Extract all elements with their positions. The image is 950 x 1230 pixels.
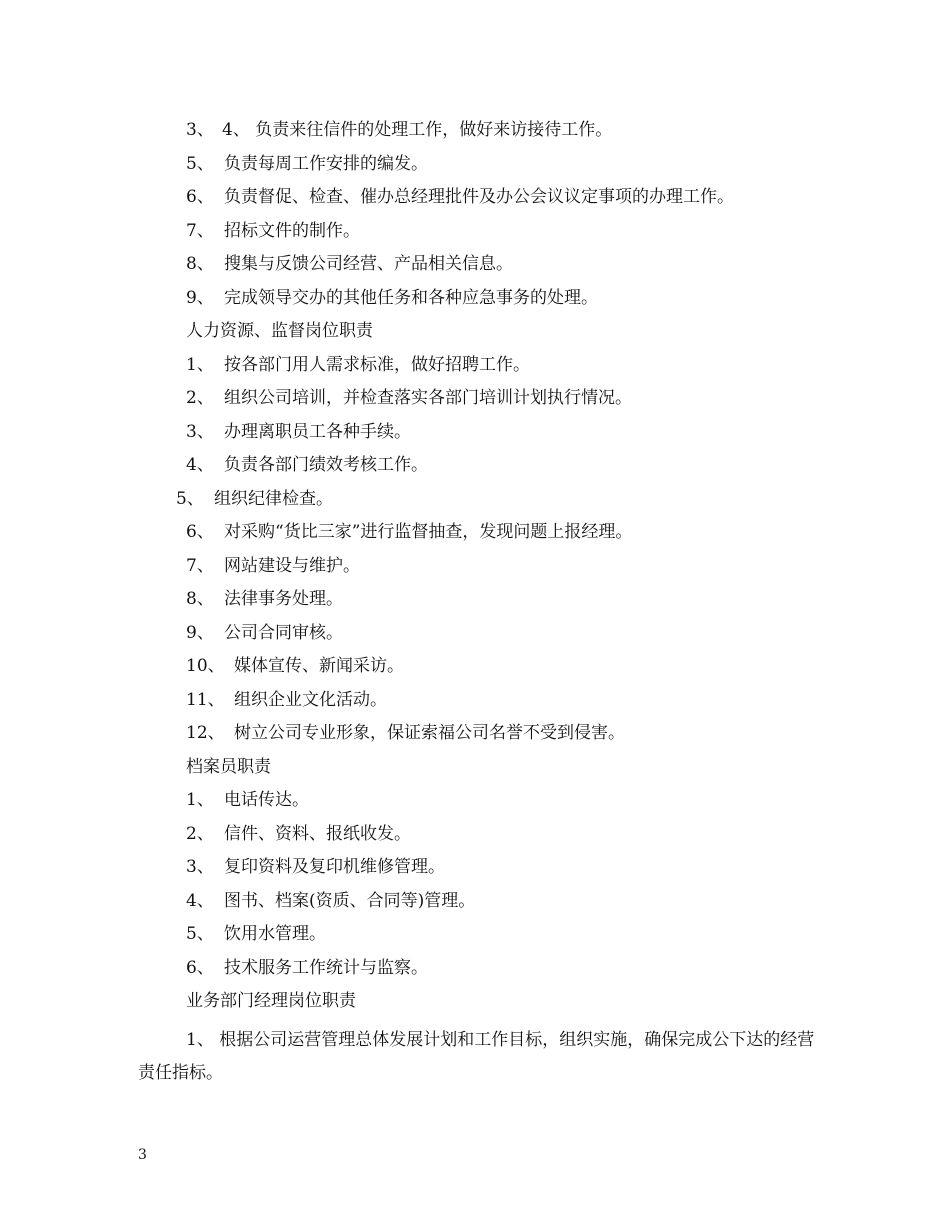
- list-item-text: 法律事务处理。: [224, 589, 343, 609]
- list-item-text: 信件、资料、报纸收发。: [224, 823, 411, 844]
- final-paragraph: 1、 根据公司运营管理总体发展计划和工作目标，组织实施，确保完成公下达的经营责任指标。: [138, 1030, 815, 1083]
- section-heading-text: 档案员职责: [186, 756, 271, 777]
- list-item-text: 组织企业文化活动。: [234, 689, 387, 710]
- list-item-number: 7、: [186, 555, 214, 576]
- list-item-text: 媒体宣传、新闻采访。: [234, 656, 404, 676]
- list-item-text: 完成领导交办的其他任务和各种应急事务的处理。: [224, 287, 598, 308]
- list-item-text: 按各部门用人需求标准，做好招聘工作。: [224, 354, 530, 375]
- list-item-text: 办理离职员工各种手续。: [224, 421, 411, 442]
- list-item-text: 组织公司培训，并检查落实各部门培训计划执行情况。: [224, 388, 632, 408]
- list-item-number: 3、: [186, 857, 214, 877]
- list-item-number: 5、: [176, 488, 204, 509]
- list-item-number: 6、: [186, 522, 214, 542]
- list-item-number: 4、: [186, 455, 214, 475]
- list-item-text: 电话传达。: [224, 790, 309, 810]
- list-item-number: 8、: [186, 589, 214, 609]
- list-item-number: 6、: [186, 187, 214, 207]
- list-item-text: 搜集与反馈公司经营、产品相关信息。: [224, 254, 513, 274]
- list-item-text: 图书、档案(资质、合同等)管理。: [224, 890, 476, 911]
- list-item-number: 2、: [186, 823, 214, 844]
- list-item-text: 复印资料及复印机维修管理。: [224, 857, 445, 877]
- list-item-number: 10、: [186, 656, 225, 676]
- list-item-number: 2、: [186, 388, 214, 408]
- section-heading-text: 人力资源、监督岗位职责: [186, 321, 373, 341]
- list-item-text: 招标文件的制作。: [224, 220, 360, 241]
- list-item-number: 1、: [186, 790, 214, 810]
- list-item-number: 11、: [186, 689, 225, 710]
- list-item-text: 饮用水管理。: [224, 924, 326, 944]
- list-item-number: 6、: [186, 957, 214, 978]
- list-item-text: 技术服务工作统计与监察。: [224, 957, 428, 978]
- list-item-text: 负责每周工作安排的编发。: [224, 153, 428, 174]
- section-heading-text: 业务部门经理岗位职责: [186, 991, 356, 1011]
- list-item-number: 5、: [186, 153, 214, 174]
- page-number: 3: [138, 1147, 147, 1163]
- list-item-number: 7、: [186, 220, 214, 241]
- list-item-text: 组织纪律检查。: [214, 488, 333, 509]
- list-item-number: 5、: [186, 924, 214, 944]
- list-item-number: 4、: [186, 890, 214, 911]
- list-item-number: 8、: [186, 254, 214, 274]
- list-item-number: 9、: [186, 622, 214, 643]
- list-item-text: 4、 负责来往信件的处理工作，做好来访接待工作。: [222, 120, 613, 140]
- list-item-number: 3、: [186, 421, 214, 442]
- list-item-number: 9、: [186, 287, 214, 308]
- list-item-text: 树立公司专业形象，保证索福公司名誉不受到侵害。: [234, 723, 625, 743]
- list-item-text: 公司合同审核。: [224, 622, 343, 643]
- list-item-number: 3、: [186, 120, 214, 140]
- list-item-text: 负责各部门绩效考核工作。: [224, 455, 428, 475]
- list-item-text: 网站建设与维护。: [224, 555, 360, 576]
- list-item-number: 1、: [186, 354, 214, 375]
- list-item-number: 12、: [186, 723, 225, 743]
- list-item-text: 负责督促、检查、催办总经理批件及办公会议议定事项的办理工作。: [224, 187, 734, 207]
- list-item-text: 对采购“货比三家”进行监督抽查，发现问题上报经理。: [224, 522, 633, 542]
